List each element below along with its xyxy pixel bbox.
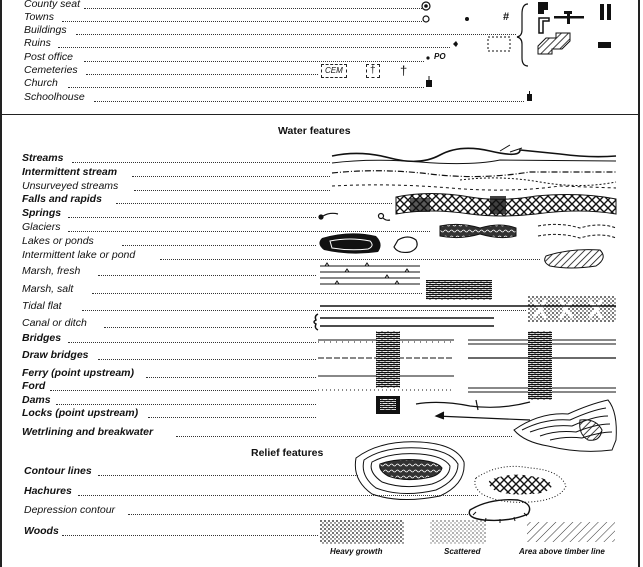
woods-heavy-growth: [320, 520, 404, 544]
lakes-symbol: [319, 233, 603, 268]
water-features-heading: Water features: [278, 125, 351, 137]
ruins-box-symbol: [488, 37, 510, 51]
contour-lines-symbol: [355, 442, 464, 500]
label-canal-or-ditch: Canal or ditch: [22, 317, 87, 329]
label-falls-and-rapids: Falls and rapids: [22, 193, 102, 205]
label-ruins: Ruins: [24, 37, 51, 49]
post-office-abbrev: PO: [434, 52, 446, 61]
town-symbol: [423, 16, 429, 22]
label-buildings: Buildings: [24, 24, 67, 36]
post-office-dot: [426, 56, 429, 59]
breakwater-symbol: [514, 400, 616, 451]
ruins-symbol: [453, 41, 458, 47]
relief-features-heading: Relief features: [251, 447, 324, 459]
label-post-office: Post office: [24, 51, 74, 63]
label-streams: Streams: [22, 152, 64, 164]
schoolhouse-symbol: [527, 91, 532, 101]
caption-heavy-growth: Heavy growth: [330, 547, 383, 556]
label-hachures: Hachures: [24, 485, 72, 497]
label-county-seat: County seat: [24, 0, 81, 10]
label-cemeteries: Cemeteries: [24, 64, 78, 76]
label-woods: Woods: [24, 525, 59, 537]
label-depression-contour: Depression contour: [24, 504, 116, 516]
label-draw-bridges: Draw bridges: [22, 349, 89, 361]
label-church: Church: [24, 77, 58, 89]
label-bridges: Bridges: [22, 332, 62, 344]
tidal-flat-symbol: [528, 296, 616, 322]
bridge-symbols: [318, 331, 616, 414]
label-locks: Locks (point upstream): [22, 407, 139, 419]
marsh-salt-symbol: [426, 280, 492, 300]
caption-above-timber: Area above timber line: [519, 547, 605, 556]
label-tidal-flat: Tidal flat: [22, 300, 62, 312]
church-symbol: [426, 76, 432, 87]
label-schoolhouse: Schoolhouse: [24, 91, 85, 103]
label-contour-lines: Contour lines: [24, 465, 92, 477]
label-intermittent-stream: Intermittent stream: [22, 166, 118, 178]
woods-symbols: [320, 520, 615, 544]
label-marsh-salt: Marsh, salt: [22, 283, 74, 295]
label-dams: Dams: [22, 394, 51, 406]
label-marsh-fresh: Marsh, fresh: [22, 265, 81, 277]
glacier-symbol: [440, 224, 616, 238]
label-wetrlining-breakwater: Wetrlining and breakwater: [22, 426, 154, 438]
top-symbols: [422, 2, 532, 101]
depression-contour-symbol: [469, 500, 529, 523]
locks-symbol: [416, 400, 530, 420]
springs-symbol: [319, 213, 390, 220]
cemetery-cross-symbol: †: [400, 63, 408, 78]
hachures-symbol: [475, 466, 566, 502]
buildings-block-symbols: [517, 2, 611, 66]
falls-rapids-symbol: [396, 194, 616, 217]
cemetery-box-symbol: CEM: [321, 64, 347, 78]
woods-above-timber: [527, 522, 615, 542]
building-dot-symbol: [465, 17, 469, 21]
label-ferry: Ferry (point upstream): [22, 367, 135, 379]
label-springs: Springs: [22, 207, 62, 219]
caption-scattered: Scattered: [444, 547, 481, 556]
label-glaciers: Glaciers: [22, 221, 61, 233]
stream-symbols: [332, 145, 616, 190]
label-towns: Towns: [24, 11, 54, 23]
woods-scattered: [430, 520, 486, 544]
label-unsurveyed-streams: Unsurveyed streams: [22, 180, 119, 192]
label-intermittent-lake: Intermittent lake or pond: [22, 249, 136, 261]
cemetery-cross-box-symbol: †: [366, 64, 380, 78]
town-grid-symbol: #: [503, 11, 510, 23]
label-lakes-or-ponds: Lakes or ponds: [22, 235, 94, 247]
label-ford: Ford: [22, 380, 46, 392]
marsh-fresh-symbol: [320, 263, 420, 284]
